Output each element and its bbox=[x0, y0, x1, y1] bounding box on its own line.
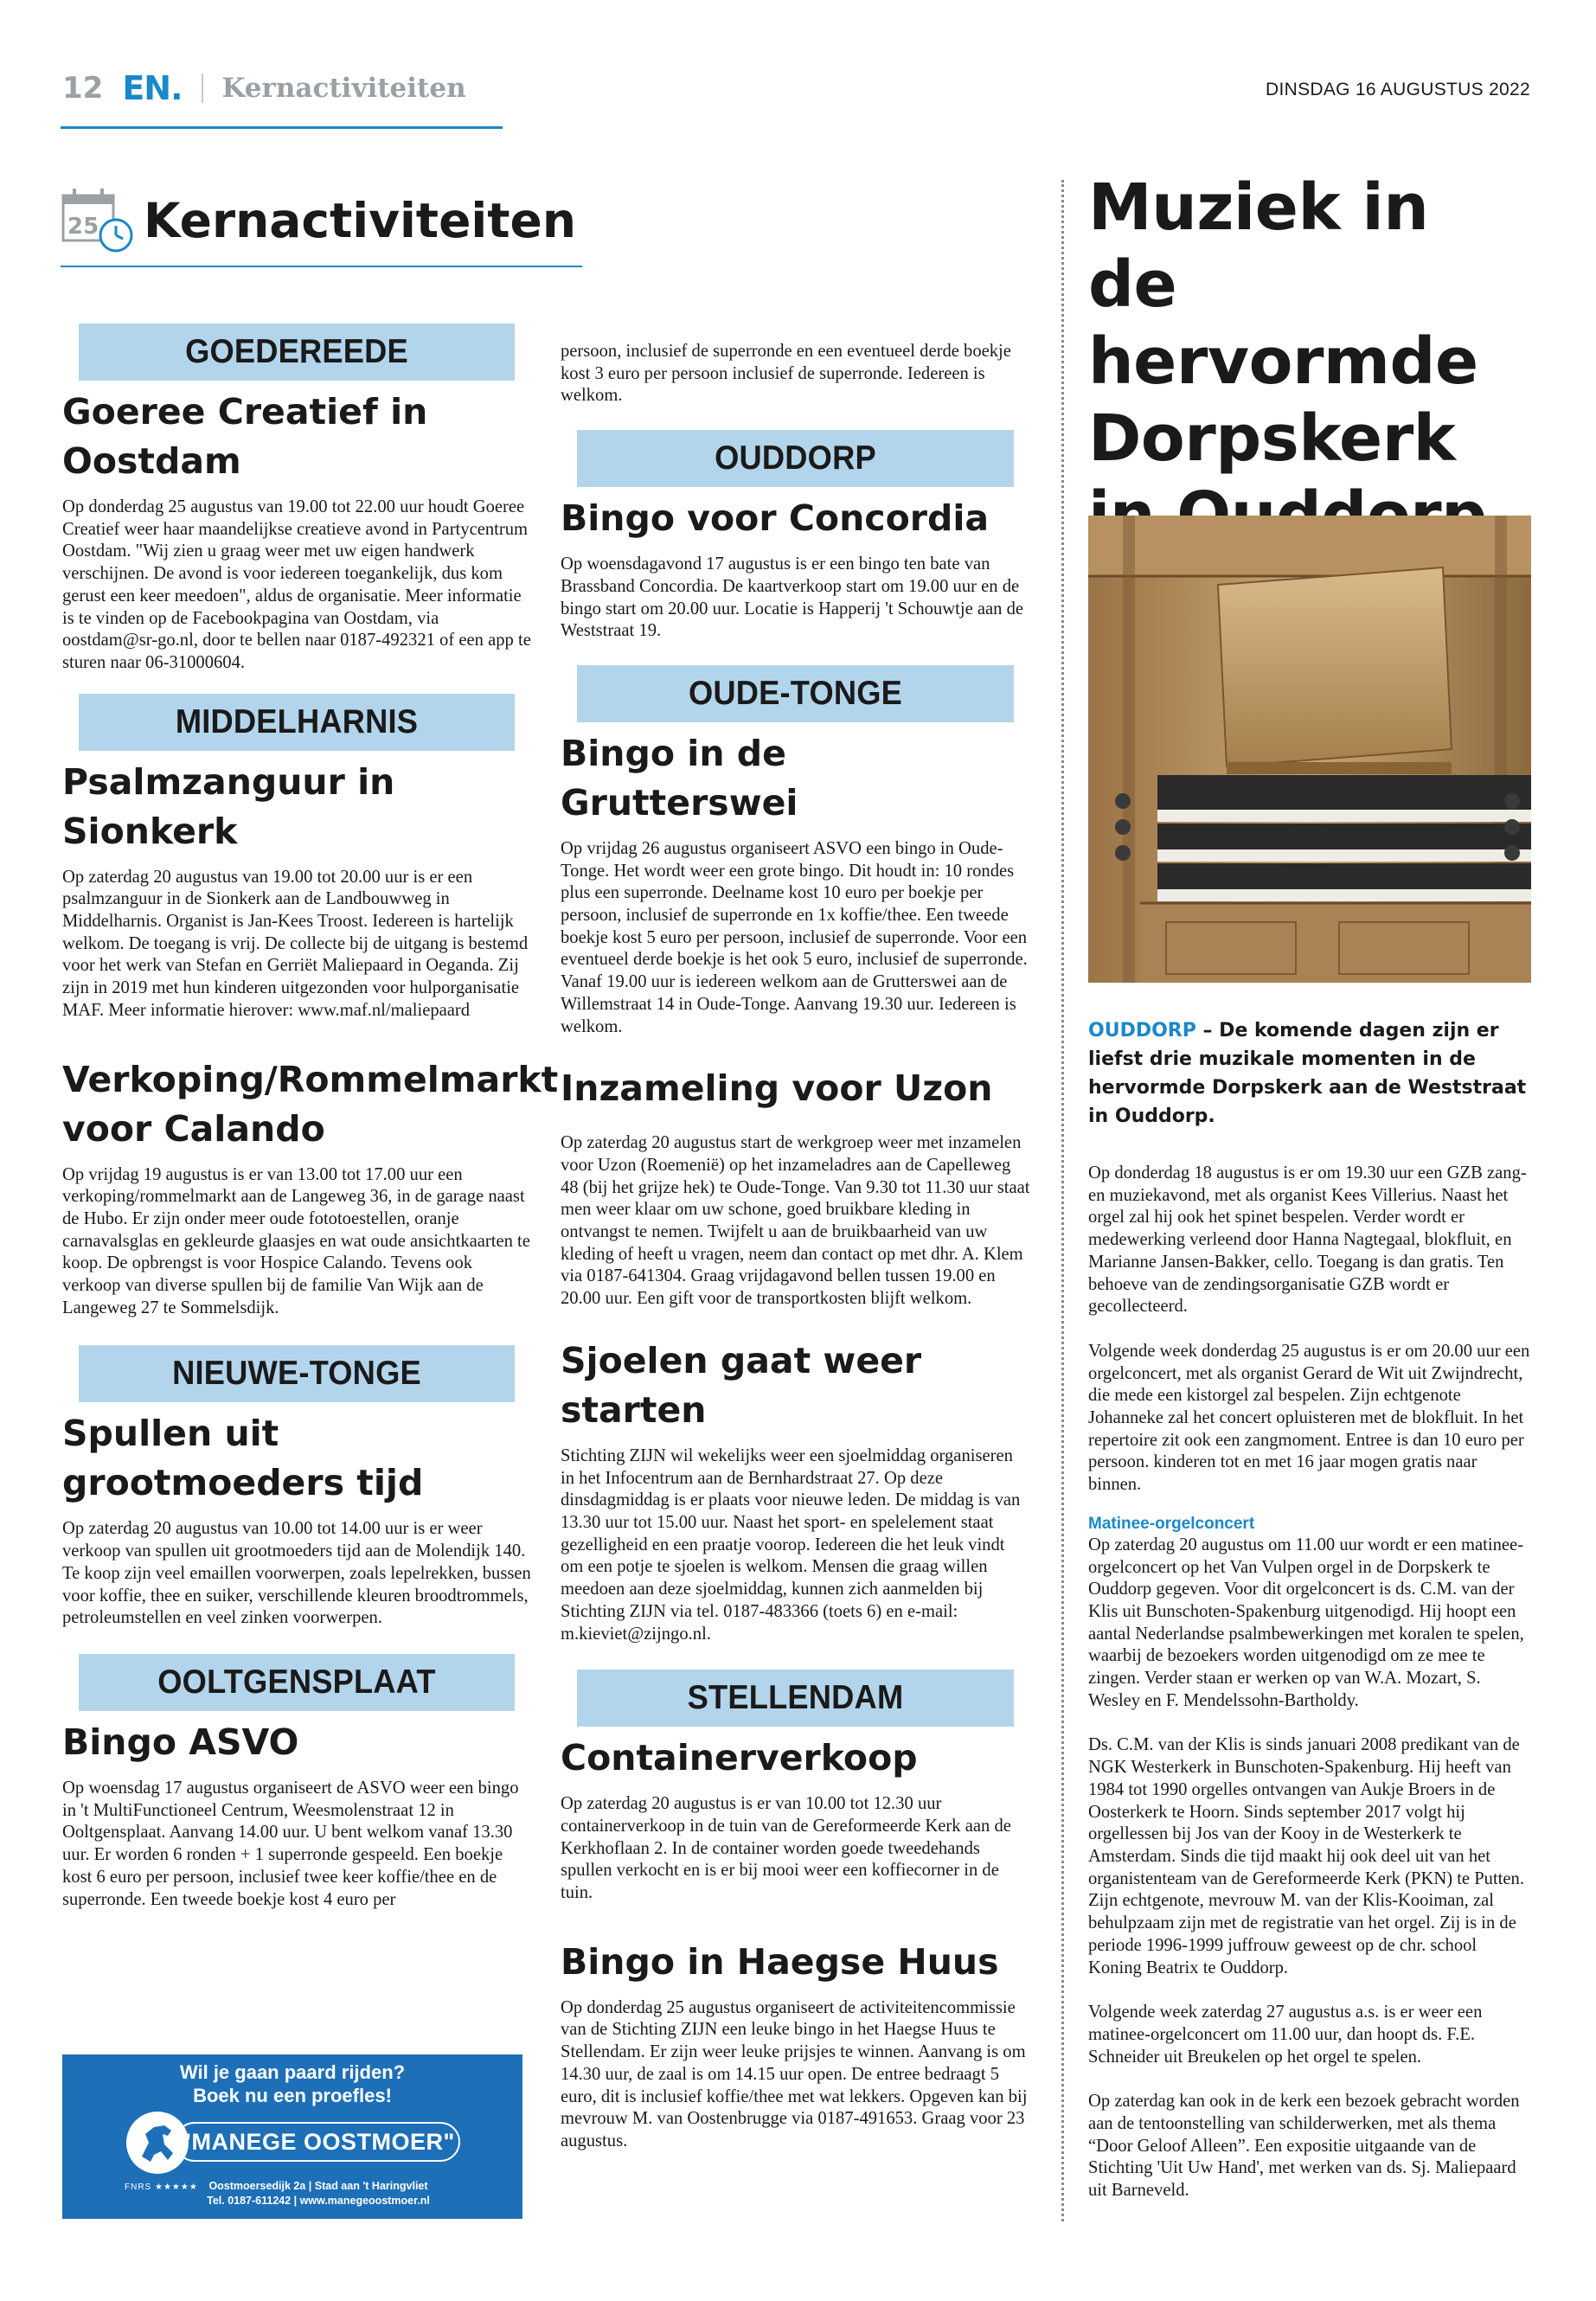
article-title: Spullen uit grootmoeders tijd bbox=[62, 1413, 424, 1504]
feature-subheading: Matinee-orgelconcert bbox=[1088, 1514, 1255, 1533]
feature-paragraph: Op zaterdag 20 augustus om 11.00 uur wordt er een matinee-orgelconcert op het Van Vulpen orgel in de Dorpskerk te Ouddorp gegeven. Voor dit orgelconcert is ds. C.M. van der Klis uit Bunschoten-Spakenburg uitgenodigd. Hij hoopt een aantal Nederlandse psalmbewerkingen met koralen te spelen, waarbij de bezoekers worden uitgenodigd om ze mee te zingen. Verder staan er werken op van W.A. Mozart, S. Wesley en F. Mendelssohn-Bartholdy. bbox=[1088, 1535, 1524, 1710]
page-header bbox=[62, 69, 466, 107]
article-title: Psalmzanguur in Sionkerk bbox=[62, 760, 395, 852]
article-bingo-haegse-huus bbox=[561, 1938, 1030, 2153]
article-body: Op zaterdag 20 augustus van 10.00 tot 14.00 uur is er weer verkoop van spullen uit grootmoeders tijd aan de Molendijk 140. Te koop zijn veel emaillen voorwerpen, zoals lepelrekken, bussen voor koffie, thee en suiker, verschillende kleuren broodtrommels, petroleumstellen en veel zinken voorwerpen. bbox=[62, 1519, 531, 1628]
section-rule bbox=[61, 266, 582, 267]
article-bingo-asvo-continued bbox=[561, 341, 1030, 407]
article-containerverkoop bbox=[561, 1734, 1030, 1905]
article-body: Op donderdag 25 augustus van 19.00 tot 22.00 uur houdt Goeree Creatief weer haar maandelijkse creatieve avond in Partycentrum Oostdam. "Wij zien u graag weer met uw eigen handwerk verschijnen. De avond is voor iedereen toegankelijk, dus kom gerust een keer meedoen", aldus de organisatie. Meer informatie is te vinden op de Facebookpagina van Oostdam, via oostdam@sr-go.nl, door te bellen naar 0187-492321 of een app te sturen naar 06-31000604. bbox=[62, 497, 531, 672]
article-title: Bingo ASVO bbox=[62, 1721, 299, 1763]
feature-lead bbox=[1088, 1016, 1531, 1131]
place-bar-stellendam: STELLENDAM bbox=[577, 1670, 1014, 1727]
section-heading bbox=[61, 182, 576, 260]
article-bingo-concordia bbox=[561, 494, 1030, 643]
article-bingo-grutterswei bbox=[561, 729, 1030, 1038]
ad-headline: Wil je gaan paard rijden? bbox=[179, 2061, 406, 2083]
article-title: Bingo voor Concordia bbox=[561, 497, 990, 540]
article-psalmzanguur bbox=[62, 758, 531, 1022]
page-number: 12 bbox=[62, 71, 104, 106]
header-section-name: Kernactiviteiten bbox=[221, 73, 466, 104]
place-bar-goedereede: GOEDEREEDE bbox=[79, 324, 515, 381]
ad-address: Oostmoersedijk 2a | Stad aan 't Haringvliet bbox=[208, 2180, 428, 2192]
article-title: Containerverkoop bbox=[561, 1737, 918, 1779]
feature-headline: Muziek in de hervormde Dorpskerk bbox=[1088, 170, 1478, 476]
publication-logo: EN. bbox=[122, 69, 183, 107]
ad-subheadline: Boek nu een proefles! bbox=[193, 2085, 392, 2106]
article-title: Bingo in de Grutterswei bbox=[561, 732, 798, 824]
header-divider bbox=[202, 74, 203, 103]
column-left bbox=[62, 324, 559, 1911]
lead-place: OUDDORP bbox=[1088, 1020, 1196, 1042]
lead-text: – De komende dagen zijn er liefst drie muzikale momenten in de hervormde Dorpskerk aan de Weststraat in Ouddorp. bbox=[1088, 1020, 1527, 1127]
place-bar-ooltgensplaat: OOLTGENSPLAAT bbox=[79, 1654, 515, 1711]
ad-brand-name: "MANEGE OOSTMOER" bbox=[175, 2122, 460, 2162]
article-goeree-creatief bbox=[62, 388, 531, 675]
calendar-day: 25 bbox=[67, 214, 99, 240]
article-body: Op vrijdag 19 augustus is er van 13.00 tot 17.00 uur een verkoping/rommelmarkt aan de Langeweg 36, in de garage naast de Hubo. Er zijn onder meer oude fototoestellen, oranje carnavalsglas en gekleurde glaasjes en wat oude ansichtkaarten te koop. De opbrengst is voor Hospice Calando. Tevens ook verkoop van diverse spullen bij de familie Van Wijk aan de Langeweg 27 te Sommelsdijk. bbox=[62, 1164, 530, 1317]
issue-date: DINSDAG 16 AUGUSTUS 2022 bbox=[1266, 80, 1530, 99]
feature-paragraph: Op donderdag 18 augustus is er om 19.30 uur een GZB zang- en muziekavond, met als organist Kees Villerius. Naast het orgel zal hij ook het spinet bespelen. Verder wordt er medewerking verleend door Hanna Nagtegaal, blokfluit, en Marianne Jansen-Bakker, cello. Toegang is dan gratis. Ten behoeve van de zendingsorganisatie GZB wordt er gecollecteerd. bbox=[1088, 1163, 1527, 1317]
feature-paragraph: Volgende week zaterdag 27 augustus a.s. is er weer een matinee-orgelconcert om 11.00 uur, dan hoopt ds. F.E. Schneider uit Breukelen op het orgel te spelen. bbox=[1088, 2003, 1483, 2067]
place-bar-ouddorp: OUDDORP bbox=[577, 430, 1014, 487]
column-right-feature bbox=[1088, 170, 1531, 2201]
calendar-clock-icon bbox=[61, 185, 137, 256]
article-title: Verkoping/Rommelmarkt voor Calando bbox=[62, 1058, 559, 1150]
article-title: Sjoelen gaat weer starten bbox=[561, 1339, 922, 1431]
article-body: Op woensdag 17 augustus organiseert de ASVO weer een bingo in 't MultiFunctioneel Centrum, Weesmolenstraat 12 in Ooltgensplaat. Aanvang 14.00 uur. U bent welkom vanaf 13.30 uur. Er worden 6 ronden + 1 superronde gespeeld. Een boekje kost 6 euro per persoon, inclusief twee keer koffie/thee en de superronde. Een tweede boekje kost 4 euro per bbox=[62, 1778, 519, 1909]
ad-fnrs-rating: FNRS ★★★★★ bbox=[125, 2182, 198, 2192]
article-title: Goeree Creatief in Oostdam bbox=[62, 391, 428, 482]
place-bar-oude-tonge: OUDE-TONGE bbox=[577, 665, 1014, 722]
column-middle bbox=[561, 341, 1030, 2153]
ad-contact[interactable]: Tel. 0187-611242 | www.manegeoostmoer.nl bbox=[207, 2195, 430, 2207]
column-separator bbox=[1061, 180, 1064, 2221]
article-grootmoeders-tijd bbox=[62, 1409, 531, 1630]
feature-paragraph: Volgende week donderdag 25 augustus is er om 20.00 uur een orgelconcert, met als organist Gerard de Wit uit Zwijndrecht, die mede een kistorgel zal bespelen. Zijn echtgenote Johanneke zal het concert opluisteren met de blokfluit. In het repertoire zit ook een zangmoment. Entree is dan 10 euro per persoon. kinderen tot en met 16 jaar mogen gratis naar binnen. bbox=[1088, 1341, 1530, 1495]
article-bingo-asvo bbox=[62, 1718, 531, 1911]
feature-body bbox=[1088, 1163, 1531, 2225]
header-rule bbox=[61, 126, 503, 129]
article-body: Op woensdagavond 17 augustus is er een bingo ten bate van Brassband Concordia. De kaartverkoop start om 19.00 uur en de bingo start om 20.00 uur. Locatie is Happerij 't Schouwtje aan de Weststraat 19. bbox=[561, 554, 1024, 641]
place-bar-nieuwe-tonge: NIEUWE-TONGE bbox=[79, 1345, 515, 1402]
article-title: Inzameling voor Uzon bbox=[561, 1067, 993, 1110]
organ-photo bbox=[1088, 516, 1531, 983]
article-body: Op zaterdag 20 augustus van 19.00 tot 20.00 uur is er een psalmzanguur in de Sionkerk aan de Landbouwweg in Middelharnis. Organist is Jan-Kees Troost. Iedereen is hartelijk welkom. De toegang is vrij. De collecte bij de uitgang is bestemd voor het werk van Stefan en Gerriët Maliepaard in Oeganda. Zij zijn in 2019 met hun kinderen uitgezonden voor hulporganisatie MAF. Meer informatie hierover: www.maf.nl/maliepaard bbox=[62, 867, 529, 1020]
article-body: Op zaterdag 20 augustus start de werkgroep weer met inzamelen voor Uzon (Roemenië) op het inzameladres aan de Capelleweg 48 (bij het grijze hek) te Oude-Tonge. Van 9.30 tot 11.30 uur staat men weer klaar om uw schone, goed bruikbare kleding in ontvangst te nemen. Twijfelt u aan de bruikbaarheid van uw kleding of heeft u vragen, neem dan contact op met dhr. A. Klem via 0187-641304. Graag vrijdagavond bellen tussen 19.00 en 20.00 uur. Een gift voor de transportkosten blijft welkom. bbox=[561, 1133, 1030, 1309]
feature-paragraph: Ds. C.M. van der Klis is sinds januari 2008 predikant van de NGK Westerkerk in Bunschoten-Spakenburg. Hij heeft van 1984 tot 1990 orgelles ontvangen van Aukje Broers in de Oosterkerk te Hoorn. Sinds september 2017 volgt hij orgellessen bij Jos van der Kooy in de Westerkerk te Amsterdam. Sinds die tijd maakt hij ook deel uit van het organistenteam van de Gereformeerde Kerk (PKN) te Putten. Zijn echtgenote, mevrouw M. van der Klis-Kooiman, zal behulpzaam zijn met de registratie van het orgel. Zij is in de periode 1996-1999 juffrouw geweest op de chr. school Koning Beatrix te Ouddorp. bbox=[1088, 1735, 1524, 1977]
manege-advertisement[interactable] bbox=[62, 2054, 522, 2219]
article-sjoelen bbox=[561, 1336, 1030, 1645]
article-body: Op zaterdag 20 augustus is er van 10.00 tot 12.30 uur containerverkoop in de tuin van de Gereformeerde Kerk aan de Kerkhoflaan 2. In de container worden goede tweedehands spullen verkocht en is er bij mooi weer een koffiecorner in de tuin. bbox=[561, 1794, 1011, 1903]
section-title: Kernactiviteiten bbox=[144, 193, 576, 248]
article-body: Op vrijdag 26 augustus organiseert ASVO een bingo in Oude-Tonge. Het wordt weer een grote bingo. Dit houdt in: 10 rondes plus een superronde. Deelname kost 10 euro per boekje per persoon, inclusief de superronde en 1x koffie/thee. Een tweede boekje kost 5 euro per persoon, inclusief de superronde. Voor een eventueel derde boekje is het ook 5 euro, inclusief de superronde. Vanaf 19.00 uur is iedereen welkom aan de Grutterswei aan de Willemstraat 14 in Oude-Tonge. Aanvang 19.30 uur. Iedereen is welkom. bbox=[561, 838, 1028, 1036]
feature-paragraph: Op zaterdag kan ook in de kerk een bezoek gebracht worden aan de tentoonstelling van schilderwerken, met als thema “Door Geloof Alleen”. Een expositie uitgaande van de Stichting 'Uit Uw Hand', met werken van ds. Sj. Maliepaard uit Barneveld. bbox=[1088, 2092, 1520, 2201]
article-rommelmarkt-calando bbox=[62, 1055, 559, 1320]
article-title: Bingo in Haegse Huus bbox=[561, 1940, 999, 1983]
place-bar-middelharnis: MIDDELHARNIS bbox=[79, 694, 515, 751]
article-body: persoon, inclusief de superronde en een eventueel derde boekje kost 3 euro per persoon inclusief de superronde. Iedereen is welkom. bbox=[561, 342, 1011, 406]
article-body: Op donderdag 25 augustus organiseert de activiteitencommissie van de Stichting ZIJN een leuke bingo in het Haegse Huus te Stellendam. Er zijn weer leuke prijsjes te winnen. Aanvang is om 14.30 uur, de zaal is om 14.15 uur open. De entree bedraagt 5 euro, dit is inclusief koffie/thee met wat lekkers. Opgeven kan bij mevrouw M. van Oostenbrugge via 0187-491653. Graag voor 23 augustus. bbox=[561, 1997, 1028, 2150]
article-inzameling-uzon bbox=[561, 1064, 1030, 1311]
article-body: Stichting ZIJN wil wekelijks weer een sjoelmiddag organiseren in het Infocentrum aan de Bernhardstraat 27. Op deze dinsdagmiddag is er plaats voor nieuwe leden. De middag is van 13.30 uur tot 15.00 uur. Naast het sport- en spelelement staat gezelligheid en een praatje voorop. Iedereen die het leuk vindt om een potje te sjoelen is welkom. Mensen die graag willen meedoen aan deze sjoelmiddag, kunnen zich aanmelden bij Stichting ZIJN via tel. 0187-483366 (toets 6) en e-mail: m.kieviet@zijngo.nl. bbox=[561, 1445, 1021, 1644]
